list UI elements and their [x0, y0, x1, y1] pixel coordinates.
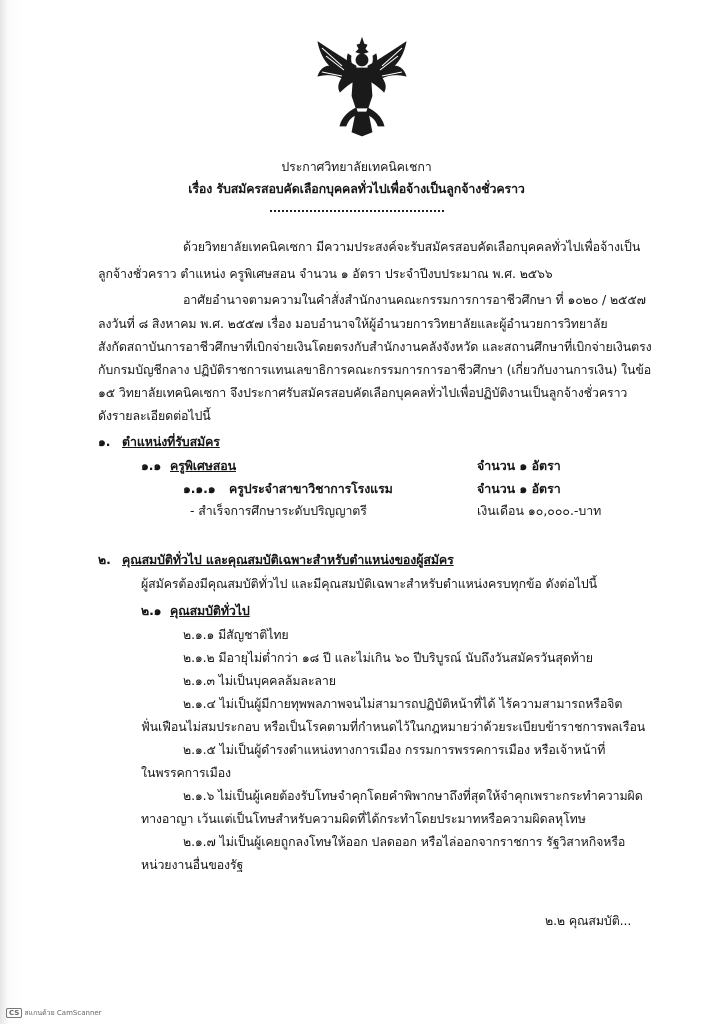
intro-text: อาศัยอำนาจตามความในคำสั่งสำนักงานคณะกรรมการการอาชีวศึกษา ที่ ๑๐๒๐ / ๒๕๕๗	[183, 292, 646, 307]
qualification-item: ๒.๑.๓ ไม่เป็นบุคคลล้มละลาย	[183, 673, 336, 688]
qualification-item: หน่วยงานอื่นของรัฐ	[141, 857, 244, 872]
page-continuation: ๒.๒ คุณสมบัติ...	[545, 913, 632, 928]
garuda-emblem-icon	[312, 36, 412, 138]
intro-text: ลงวันที่ ๘ สิงหาคม พ.ศ. ๒๕๕๗ เรื่อง มอบอำนาจให้ผู้อำนวยการวิทยาลัยและผู้อำนวยการวิทยาลัย	[98, 316, 608, 331]
scanner-watermark	[6, 1008, 102, 1019]
section-1-1-title: ครูพิเศษสอน	[170, 458, 236, 473]
qualification-item: ทางอาญา เว้นแต่เป็นโทษสำหรับความผิดที่ได้กระทำโดยประมาทหรือความผิดลหุโทษ	[141, 811, 586, 826]
intro-text: กับกรมบัญชีกลาง ปฏิบัติราชการแทนเลขาธิการคณะกรรมการการอาชีวศึกษา (เกี่ยวกับงานการเงิน) ในข้อ	[98, 362, 652, 377]
section-2-1-title: คุณสมบัติทั่วไป	[170, 603, 250, 618]
header-divider	[270, 210, 444, 212]
position-count: จำนวน ๑ อัตรา	[477, 458, 561, 473]
item-1-1-1-number: ๑.๑.๑	[183, 481, 216, 496]
section-1-title: ตำแหน่งที่รับสมัคร	[122, 434, 220, 449]
intro-text: ลูกจ้างชั่วคราว ตำแหน่ง ครูพิเศษสอน จำนวน ๑ อัตรา ประจำปีงบประมาณ พ.ศ. ๒๕๖๖	[98, 266, 553, 281]
intro-text: สังกัดสถาบันการอาชีวศึกษาที่เบิกจ่ายเงินโดยตรงกับสำนักงานคลังจังหวัด และสถานศึกษาที่เบิกจ่ายเงินตรง	[98, 339, 652, 354]
qualification-item: ๒.๑.๕ ไม่เป็นผู้ดำรงตำแหน่งทางการเมือง กรรมการพรรคการเมือง หรือเจ้าหน้าที่	[183, 742, 606, 757]
section-2-1-number: ๒.๑	[141, 603, 162, 618]
announcement-subject: เรื่อง รับสมัครสอบคัดเลือกบุคคลทั่วไปเพื่อจ้างเป็นลูกจ้างชั่วคราว	[188, 181, 525, 196]
qualification-item: ๒.๑.๖ ไม่เป็นผู้เคยต้องรับโทษจำคุกโดยคำพิพากษาถึงที่สุดให้จำคุกเพราะกระทำความผิด	[183, 788, 643, 803]
section-2-title: คุณสมบัติทั่วไป และคุณสมบัติเฉพาะสำหรับตำแหน่งของผู้สมัคร	[122, 552, 454, 567]
section-2-number: ๒.	[98, 552, 111, 567]
intro-text: ด้วยวิทยาลัยเทคนิคเซกา มีความประสงค์จะรับสมัครสอบคัดเลือกบุคคลทั่วไปเพื่อจ้างเป็น	[183, 239, 641, 254]
scanner-watermark-text: สแกนด้วย CamScanner	[24, 1009, 102, 1017]
item-count: จำนวน ๑ อัตรา	[477, 481, 561, 496]
qualification-item: ๒.๑.๒ มีอายุไม่ต่ำกว่า ๑๘ ปี และไม่เกิน ๖๐ ปีบริบูรณ์ นับถึงวันสมัครวันสุดท้าย	[183, 650, 593, 665]
qualification-item: ในพรรคการเมือง	[141, 765, 231, 780]
qualification-item: ฟั่นเฟือนไม่สมประกอบ หรือเป็นโรคตามที่กำหนดไว้ในกฎหมายว่าด้วยระเบียบข้าราชการพลเรือน	[141, 719, 646, 734]
education-requirement: - สำเร็จการศึกษาระดับปริญญาตรี	[190, 503, 367, 518]
camscanner-icon: CS	[6, 1008, 22, 1018]
qualification-item: ๒.๑.๔ ไม่เป็นผู้มีกายทุพพลภาพจนไม่สามารถปฏิบัติหน้าที่ได้ ไร้ความสามารถหรือจิต	[183, 696, 623, 711]
announcement-title: ประกาศวิทยาลัยเทคนิคเชกา	[281, 159, 432, 174]
intro-text: ๑๕ วิทยาลัยเทคนิคเซกา จึงประกาศรับสมัครสอบคัดเลือกบุคคลทั่วไปเพื่อปฏิบัติงานเป็นลูกจ้างชั่วคราว	[98, 385, 628, 400]
section-1-1-number: ๑.๑	[141, 458, 162, 473]
section-2-description: ผู้สมัครต้องมีคุณสมบัติทั่วไป และมีคุณสมบัติเฉพาะสำหรับตำแหน่งครบทุกข้อ ดังต่อไปนี้	[141, 576, 597, 591]
section-1-number: ๑.	[98, 434, 111, 449]
qualification-item: ๒.๑.๗ ไม่เป็นผู้เคยถูกลงโทษให้ออก ปลดออก หรือไล่ออกจากราชการ รัฐวิสาหกิจหรือ	[183, 834, 626, 849]
item-1-1-1-title: ครูประจำสาขาวิชาการโรงแรม	[229, 481, 393, 496]
intro-text: ดังรายละเอียดต่อไปนี้	[98, 408, 211, 423]
qualification-item: ๒.๑.๑ มีสัญชาติไทย	[183, 627, 289, 642]
salary: เงินเดือน ๑๐,๐๐๐.-บาท	[477, 503, 602, 518]
